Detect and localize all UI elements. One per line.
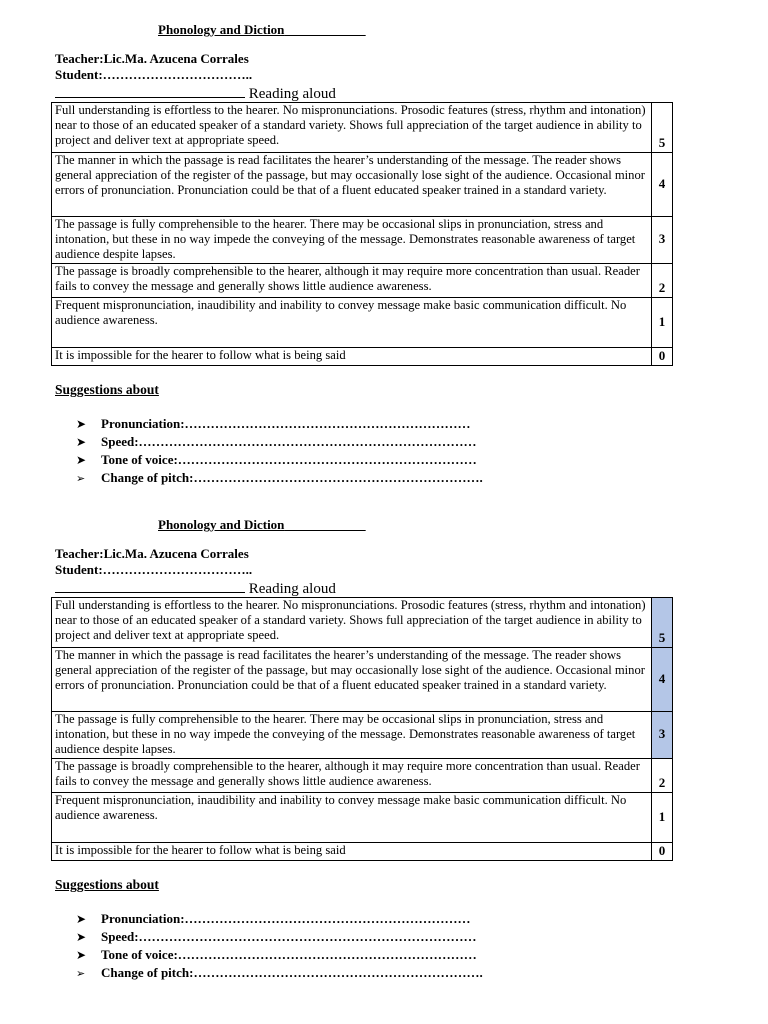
suggestions-heading: Suggestions about <box>55 877 159 892</box>
arrow-bullet-icon: ➤ <box>76 417 87 431</box>
rubric-table <box>51 597 673 861</box>
score-cell: 5 <box>651 103 672 153</box>
table-row <box>52 103 673 153</box>
arrow-bullet-icon: ➤ <box>76 948 87 962</box>
rubric-title: Reading aloud <box>55 578 336 598</box>
list-item <box>76 451 483 469</box>
rubric-title: Reading aloud <box>55 83 336 103</box>
score-cell: 1 <box>651 298 672 348</box>
list-item <box>76 928 483 946</box>
suggestions-heading: Suggestions about <box>55 382 159 397</box>
suggestions-list <box>76 910 483 983</box>
table-row <box>52 759 673 793</box>
table-row <box>52 153 673 217</box>
criterion-description: The passage is broadly comprehensible to the hearer, although it may require more concentration than usual. Reader fails to convey the message and generally shows little audience awareness. <box>52 264 652 298</box>
suggestion-text: Tone of voice:…………………………………………………………… <box>101 947 477 962</box>
evaluation-form-2 <box>0 495 768 989</box>
list-item <box>76 964 483 983</box>
suggestion-text: Speed:…………………………………………………………………… <box>101 929 477 944</box>
list-item <box>76 469 483 488</box>
suggestion-text: Change of pitch:…………………………………………………………. <box>101 965 483 980</box>
table-row <box>52 264 673 298</box>
suggestion-text: Tone of voice:…………………………………………………………… <box>101 452 477 467</box>
criterion-description: Frequent mispronunciation, inaudibility and inability to convey message make basic communication difficult. No audience awareness. <box>52 793 652 843</box>
criterion-description: Full understanding is effortless to the hearer. No mispronunciations. Prosodic features (stress, rhythm and intonation) near to those of an educated speaker of a standard variety. Shows full appreciation of the target audience in ability to project and deliver text at appropriate speed. <box>52 598 652 648</box>
score-cell-highlighted: 4 <box>651 648 672 712</box>
score-cell: 0 <box>651 348 672 366</box>
suggestion-text: Pronunciation:………………………………………………………… <box>101 416 471 431</box>
suggestions-list <box>76 415 483 488</box>
list-item <box>76 910 483 928</box>
title-blank-line <box>55 578 245 593</box>
table-row <box>52 217 673 264</box>
arrow-bullet-icon: ➤ <box>76 453 87 467</box>
table-row <box>52 793 673 843</box>
suggestion-text: Speed:…………………………………………………………………… <box>101 434 477 449</box>
arrow-bullet-icon: ➤ <box>76 435 87 449</box>
outline-arrow-bullet-icon: ➢ <box>76 473 86 485</box>
score-cell-highlighted: 5 <box>651 598 672 648</box>
table-row <box>52 843 673 861</box>
course-title: Phonology and Diction <box>158 517 285 532</box>
criterion-description: Frequent mispronunciation, inaudibility and inability to convey message make basic communication difficult. No audience awareness. <box>52 298 652 348</box>
criterion-description: It is impossible for the hearer to follow what is being said <box>52 348 652 366</box>
criterion-description: The passage is fully comprehensible to the hearer. There may be occasional slips in pronunciation, stress and intonation, but these in no way impede the conveying of the message. Demonstrates reasonable awareness of target audience despite lapses. <box>52 712 652 759</box>
student-line: Student:…………………………….. <box>55 67 253 82</box>
score-cell: 2 <box>651 759 672 793</box>
score-cell: 4 <box>651 153 672 217</box>
table-row <box>52 648 673 712</box>
list-item <box>76 433 483 451</box>
table-row <box>52 348 673 366</box>
teacher-line: Teacher:Lic.Ma. Azucena Corrales <box>55 546 249 561</box>
criterion-description: The passage is broadly comprehensible to the hearer, although it may require more concentration than usual. Reader fails to convey the message and generally shows little audience awareness. <box>52 759 652 793</box>
arrow-bullet-icon: ➤ <box>76 930 87 944</box>
table-row <box>52 598 673 648</box>
criterion-description: It is impossible for the hearer to follow what is being said <box>52 843 652 861</box>
criterion-description: The manner in which the passage is read facilitates the hearer’s understanding of the message. The reader shows general appreciation of the register of the passage, but may occasionally lose sight of the audience. Occasional minor errors of pronunciation. Pronunciation could be that of a fluent educated speaker trained in a standard variety. <box>52 648 652 712</box>
score-cell: 2 <box>651 264 672 298</box>
list-item <box>76 415 483 433</box>
score-cell: 0 <box>651 843 672 861</box>
suggestion-text: Pronunciation:………………………………………………………… <box>101 911 471 926</box>
arrow-bullet-icon: ➤ <box>76 912 87 926</box>
score-cell: 1 <box>651 793 672 843</box>
criterion-description: Full understanding is effortless to the hearer. No mispronunciations. Prosodic features (stress, rhythm and intonation) near to those of an educated speaker of a standard variety. Shows full appreciation of the target audience in ability to project and deliver text at appropriate speed. <box>52 103 652 153</box>
score-cell: 3 <box>651 217 672 264</box>
rubric-table <box>51 102 673 366</box>
course-title: Phonology and Diction <box>158 22 285 37</box>
outline-arrow-bullet-icon: ➢ <box>76 968 86 980</box>
score-cell-highlighted: 3 <box>651 712 672 759</box>
title-blank-line <box>55 83 245 98</box>
table-row <box>52 298 673 348</box>
criterion-description: The passage is fully comprehensible to the hearer. There may be occasional slips in pronunciation, stress and intonation, but these in no way impede the conveying of the message. Demonstrates reasonable awareness of target audience despite lapses. <box>52 217 652 264</box>
table-row <box>52 712 673 759</box>
teacher-line: Teacher:Lic.Ma. Azucena Corrales <box>55 51 249 66</box>
list-item <box>76 946 483 964</box>
suggestion-text: Change of pitch:…………………………………………………………. <box>101 470 483 485</box>
criterion-description: The manner in which the passage is read facilitates the hearer’s understanding of the message. The reader shows general appreciation of the register of the passage, but may occasionally lose sight of the audience. Occasional minor errors of pronunciation. Pronunciation could be that of a fluent educated speaker trained in a standard variety. <box>52 153 652 217</box>
evaluation-form-1 <box>0 0 768 494</box>
student-line: Student:…………………………….. <box>55 562 253 577</box>
